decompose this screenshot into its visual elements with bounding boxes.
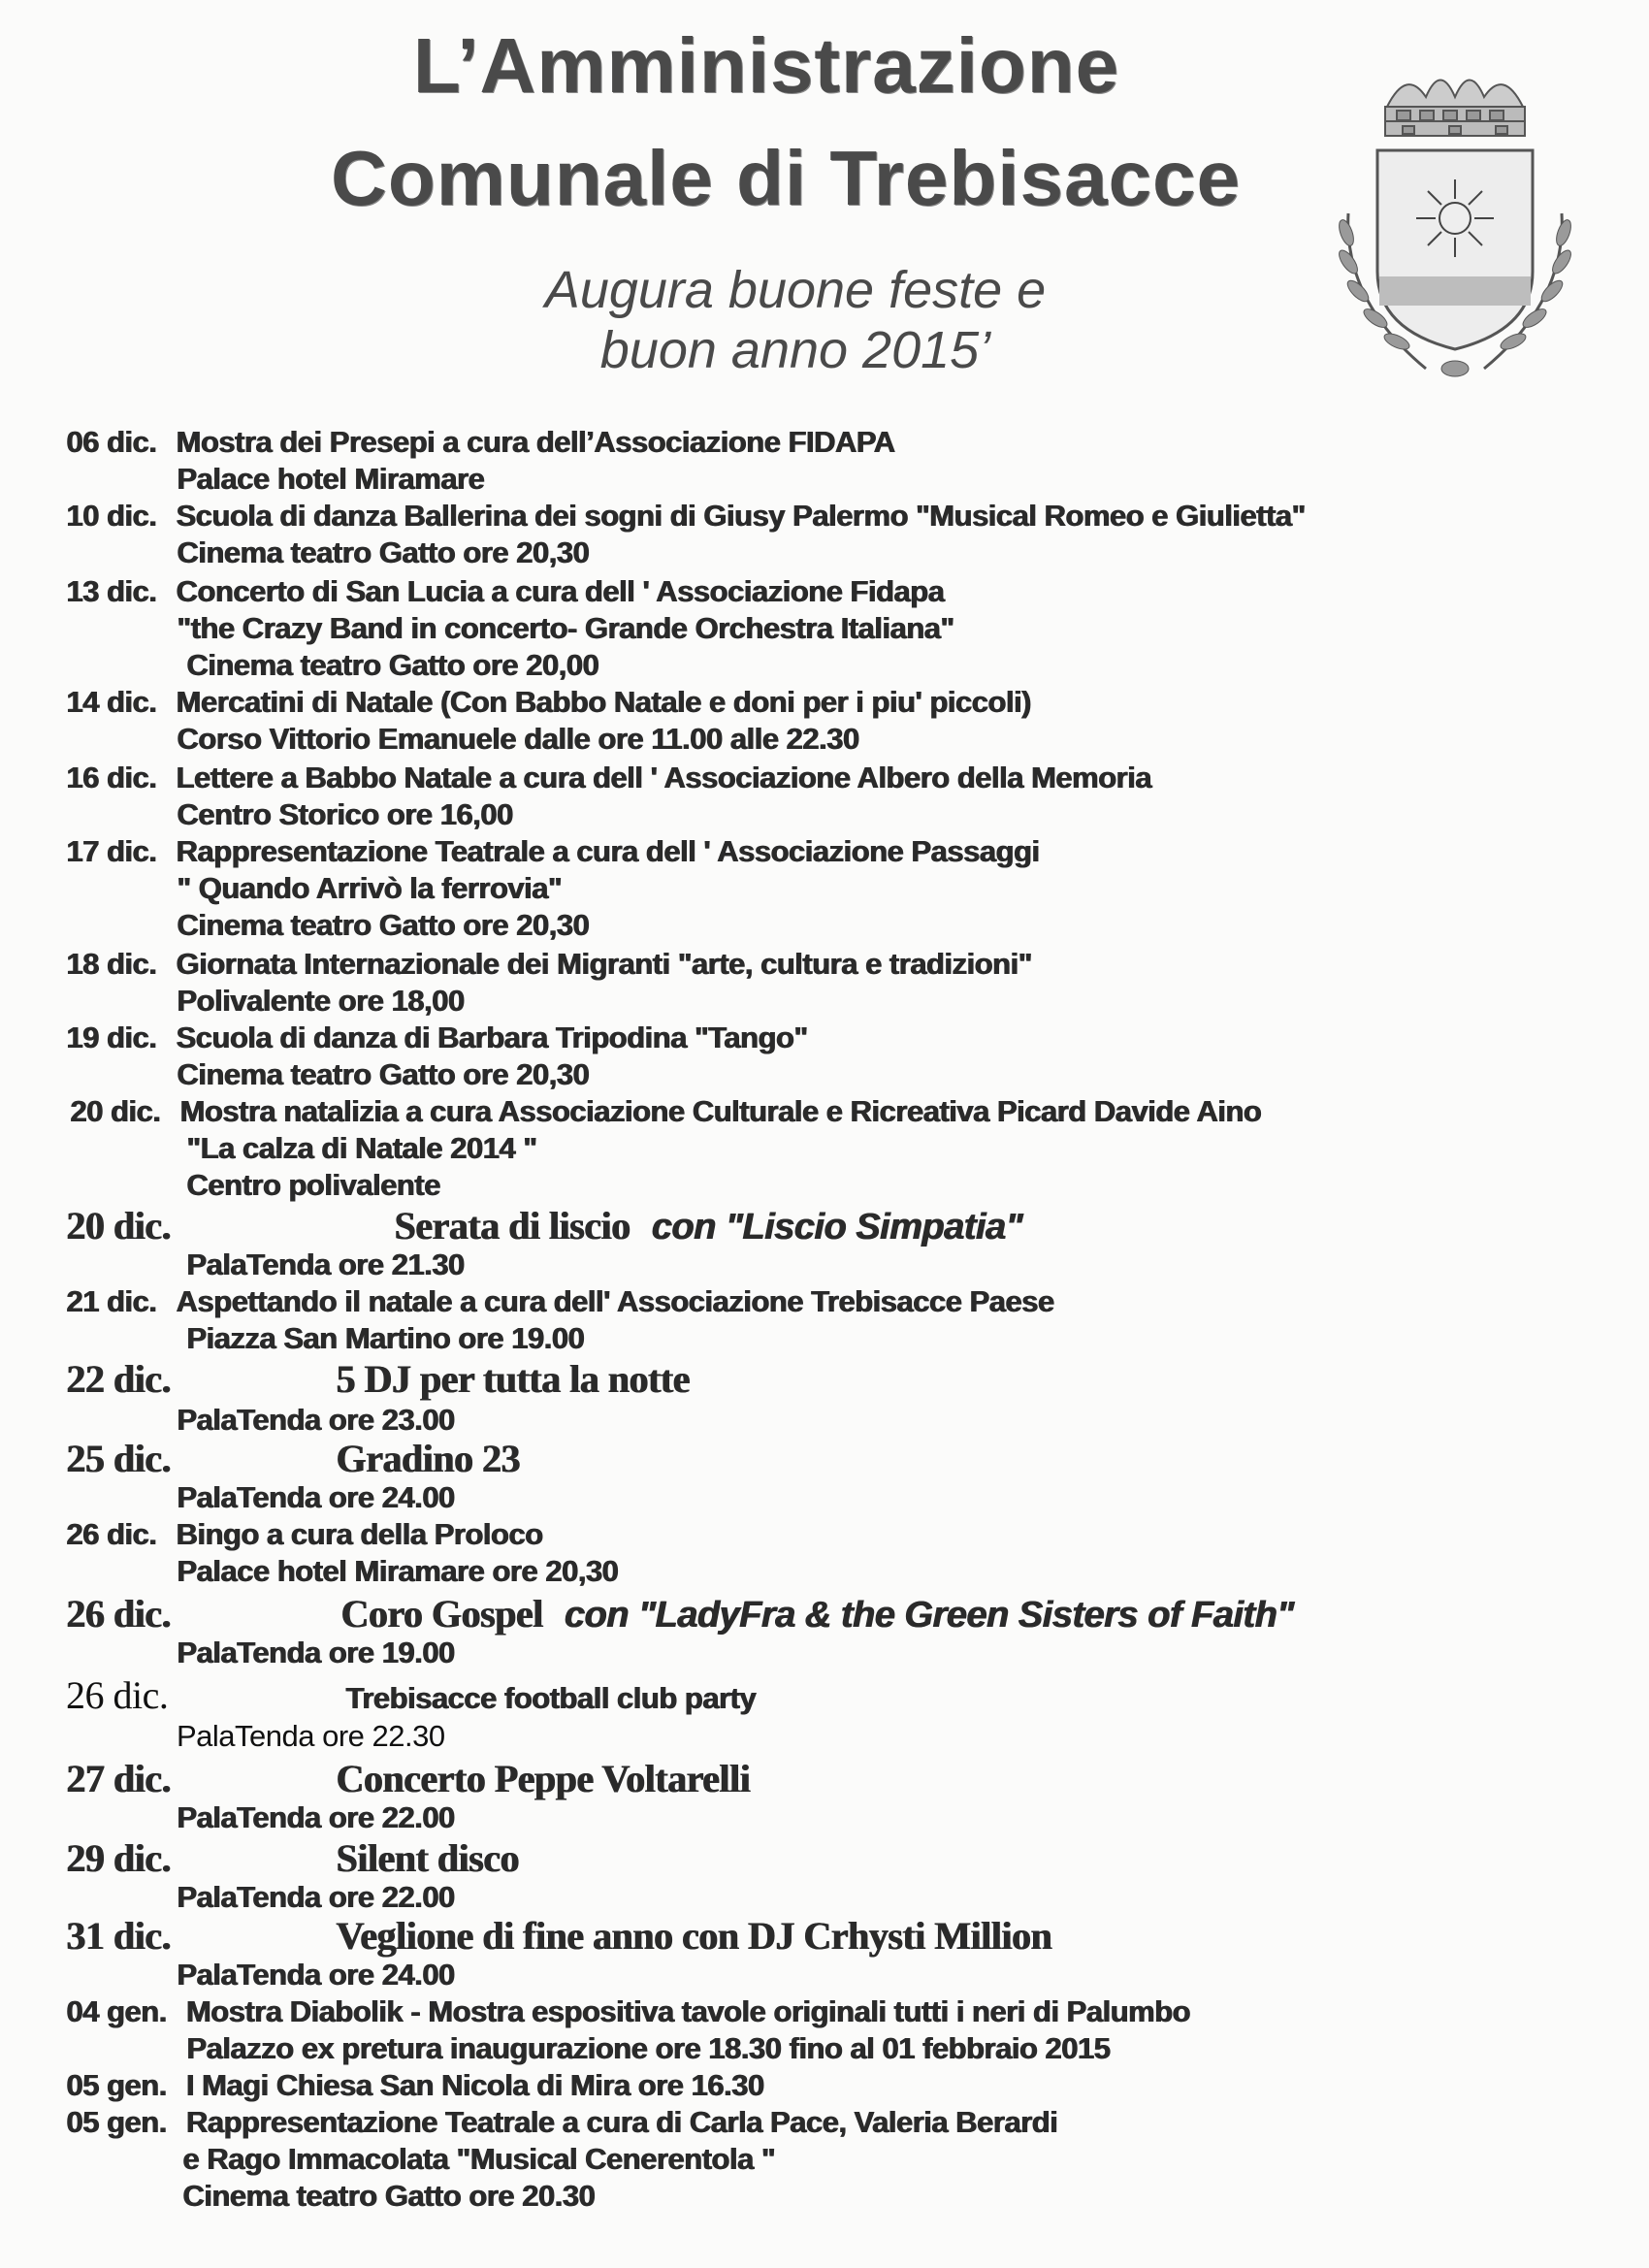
event-date: 20 dic.	[70, 1094, 160, 1128]
event-place: Centro Storico ore 16,00	[177, 797, 513, 831]
event-date: 05 gen.	[66, 2068, 167, 2102]
event-place: PalaTenda ore 22.00	[177, 1800, 455, 1834]
event-date: 06 dic.	[66, 425, 156, 459]
event-item	[66, 947, 1031, 982]
event-date: 19 dic.	[66, 1021, 156, 1054]
event-place: Palace hotel Miramare	[177, 462, 484, 496]
event-title: Mercatini di Natale (Con Babbo Natale e doni per i piu' piccoli)	[176, 685, 1031, 719]
event-place: PalaTenda ore 23.00	[177, 1403, 455, 1437]
event-item	[66, 1756, 750, 1801]
event-title: Scuola di danza Ballerina dei sogni di Giusy Palermo "Musical Romeo e Giulietta"	[176, 499, 1306, 533]
event-place: Palazzo ex pretura inaugurazione ore 18.30 fino al 01 febbraio 2015	[186, 2031, 1110, 2065]
event-title: Scuola di danza di Barbara Tripodina "Tango"	[176, 1021, 808, 1054]
event-title: Mostra dei Presepi a cura dell’Associazione FIDAPA	[176, 425, 895, 459]
event-title: Serata di liscio	[394, 1204, 630, 1247]
event-subtitle: "La calza di Natale 2014 "	[186, 1131, 537, 1165]
event-place: PalaTenda ore 19.00	[177, 1636, 455, 1669]
event-title-italic: con "LadyFra & the Green Sisters of Faith"	[564, 1595, 1294, 1636]
event-item	[66, 1835, 519, 1881]
event-item	[66, 2105, 1057, 2140]
event-item	[66, 1021, 807, 1055]
event-item	[66, 1284, 1053, 1319]
event-title: Rappresentazione Teatrale a cura dell ' Associazione Passaggi	[176, 834, 1040, 868]
event-title: Rappresentazione Teatrale a cura di Carla Pace, Valeria Berardi	[185, 2105, 1057, 2139]
event-place: Cinema teatro Gatto ore 20.30	[182, 2179, 595, 2213]
event-title: Silent disco	[336, 1836, 519, 1880]
event-place: Polivalente ore 18,00	[177, 984, 465, 1018]
title-line-2: Comunale di Trebisacce	[331, 135, 1241, 221]
event-place: PalaTenda ore 22.00	[177, 1880, 455, 1914]
event-subtitle: "the Crazy Band in concerto- Grande Orchestra Italiana"	[177, 611, 954, 645]
subtitle-line-1: Augura buone feste e	[544, 261, 1047, 319]
event-title: Bingo a cura della Proloco	[176, 1517, 543, 1551]
event-item	[66, 425, 894, 460]
event-place: PalaTenda ore 24.00	[177, 1480, 455, 1514]
subtitle-line-2: buon anno 2015’	[599, 321, 991, 379]
event-date: 22 dic.	[66, 1357, 171, 1401]
event-date: 13 dic.	[66, 574, 156, 608]
event-title: Giornata Internazionale dei Migranti "arte, cultura e tradizioni"	[176, 947, 1032, 981]
event-title: Lettere a Babbo Natale a cura dell ' Associazione Albero della Memoria	[176, 761, 1151, 794]
event-date: 21 dic.	[66, 1284, 156, 1318]
event-date: 14 dic.	[66, 685, 156, 719]
event-item	[66, 574, 944, 609]
event-title: Gradino 23	[336, 1437, 520, 1480]
event-item	[66, 685, 1031, 720]
event-title: Veglione di fine anno con DJ Crhysti Million	[336, 1914, 1051, 1958]
event-place: Cinema teatro Gatto ore 20,30	[177, 535, 589, 569]
event-date: 27 dic.	[66, 1757, 171, 1800]
event-date: 18 dic.	[66, 947, 156, 981]
event-title: Concerto di San Lucia a cura dell ' Associazione Fidapa	[176, 574, 944, 608]
event-date: 20 dic.	[66, 1204, 171, 1247]
event-place: PalaTenda ore 22.30	[177, 1719, 445, 1753]
event-item	[66, 1203, 1022, 1248]
event-item	[66, 1994, 1190, 2029]
event-date: 16 dic.	[66, 761, 156, 794]
event-item	[66, 1436, 520, 1481]
event-item	[66, 1591, 1293, 1636]
event-title-italic: con "Liscio Simpatia"	[651, 1207, 1022, 1247]
event-place: Cinema teatro Gatto ore 20,30	[177, 908, 589, 942]
event-item	[66, 834, 1039, 869]
event-date: 31 dic.	[66, 1914, 171, 1958]
event-date: 26 dic.	[66, 1592, 171, 1636]
event-title: Mostra Diabolik - Mostra espositiva tavole originali tutti i neri di Palumbo	[185, 1994, 1190, 2028]
event-date: 26 dic.	[66, 1517, 156, 1551]
event-title: I Magi Chiesa San Nicola di Mira ore 16.30	[185, 2068, 764, 2102]
event-subtitle: e Rago Immacolata "Musical Cenerentola "	[182, 2142, 775, 2176]
event-date: 29 dic.	[66, 1836, 171, 1880]
event-place: Cinema teatro Gatto ore 20,00	[186, 648, 598, 682]
event-subtitle: " Quando Arrivò la ferrovia"	[177, 871, 562, 905]
event-item	[66, 1356, 690, 1402]
event-title: Mostra natalizia a cura Associazione Culturale e Ricreativa Picard Davide Aino	[179, 1094, 1261, 1128]
event-title: Trebisacce football club party	[345, 1681, 756, 1715]
event-item	[66, 1913, 1051, 1959]
event-date: 26 dic.	[66, 1673, 169, 1717]
event-place: Palace hotel Miramare ore 20,30	[177, 1554, 618, 1588]
event-item	[66, 1517, 542, 1552]
event-item	[70, 1094, 1261, 1129]
event-date: 10 dic.	[66, 499, 156, 533]
event-place: Cinema teatro Gatto ore 20,30	[177, 1057, 589, 1091]
event-title: Concerto Peppe Voltarelli	[336, 1757, 750, 1800]
event-item	[66, 1672, 756, 1718]
event-place: Centro polivalente	[186, 1168, 440, 1202]
event-place: PalaTenda ore 24.00	[177, 1958, 455, 1992]
event-title: Aspettando il natale a cura dell' Associazione Trebisacce Paese	[176, 1284, 1054, 1318]
event-place: Corso Vittorio Emanuele dalle ore 11.00 alle 22.30	[177, 722, 859, 756]
event-title: 5 DJ per tutta la notte	[336, 1357, 690, 1401]
event-item	[66, 499, 1305, 534]
title-line-1: L’Amministrazione	[412, 22, 1120, 109]
event-date: 05 gen.	[66, 2105, 167, 2139]
event-item	[66, 761, 1151, 795]
event-title: Coro Gospel	[340, 1592, 543, 1636]
event-item	[66, 2068, 763, 2103]
event-date: 04 gen.	[66, 1994, 167, 2028]
event-place: Piazza San Martino ore 19.00	[186, 1321, 584, 1355]
event-place: PalaTenda ore 21.30	[186, 1247, 465, 1281]
event-date: 25 dic.	[66, 1437, 171, 1480]
event-date: 17 dic.	[66, 834, 156, 868]
